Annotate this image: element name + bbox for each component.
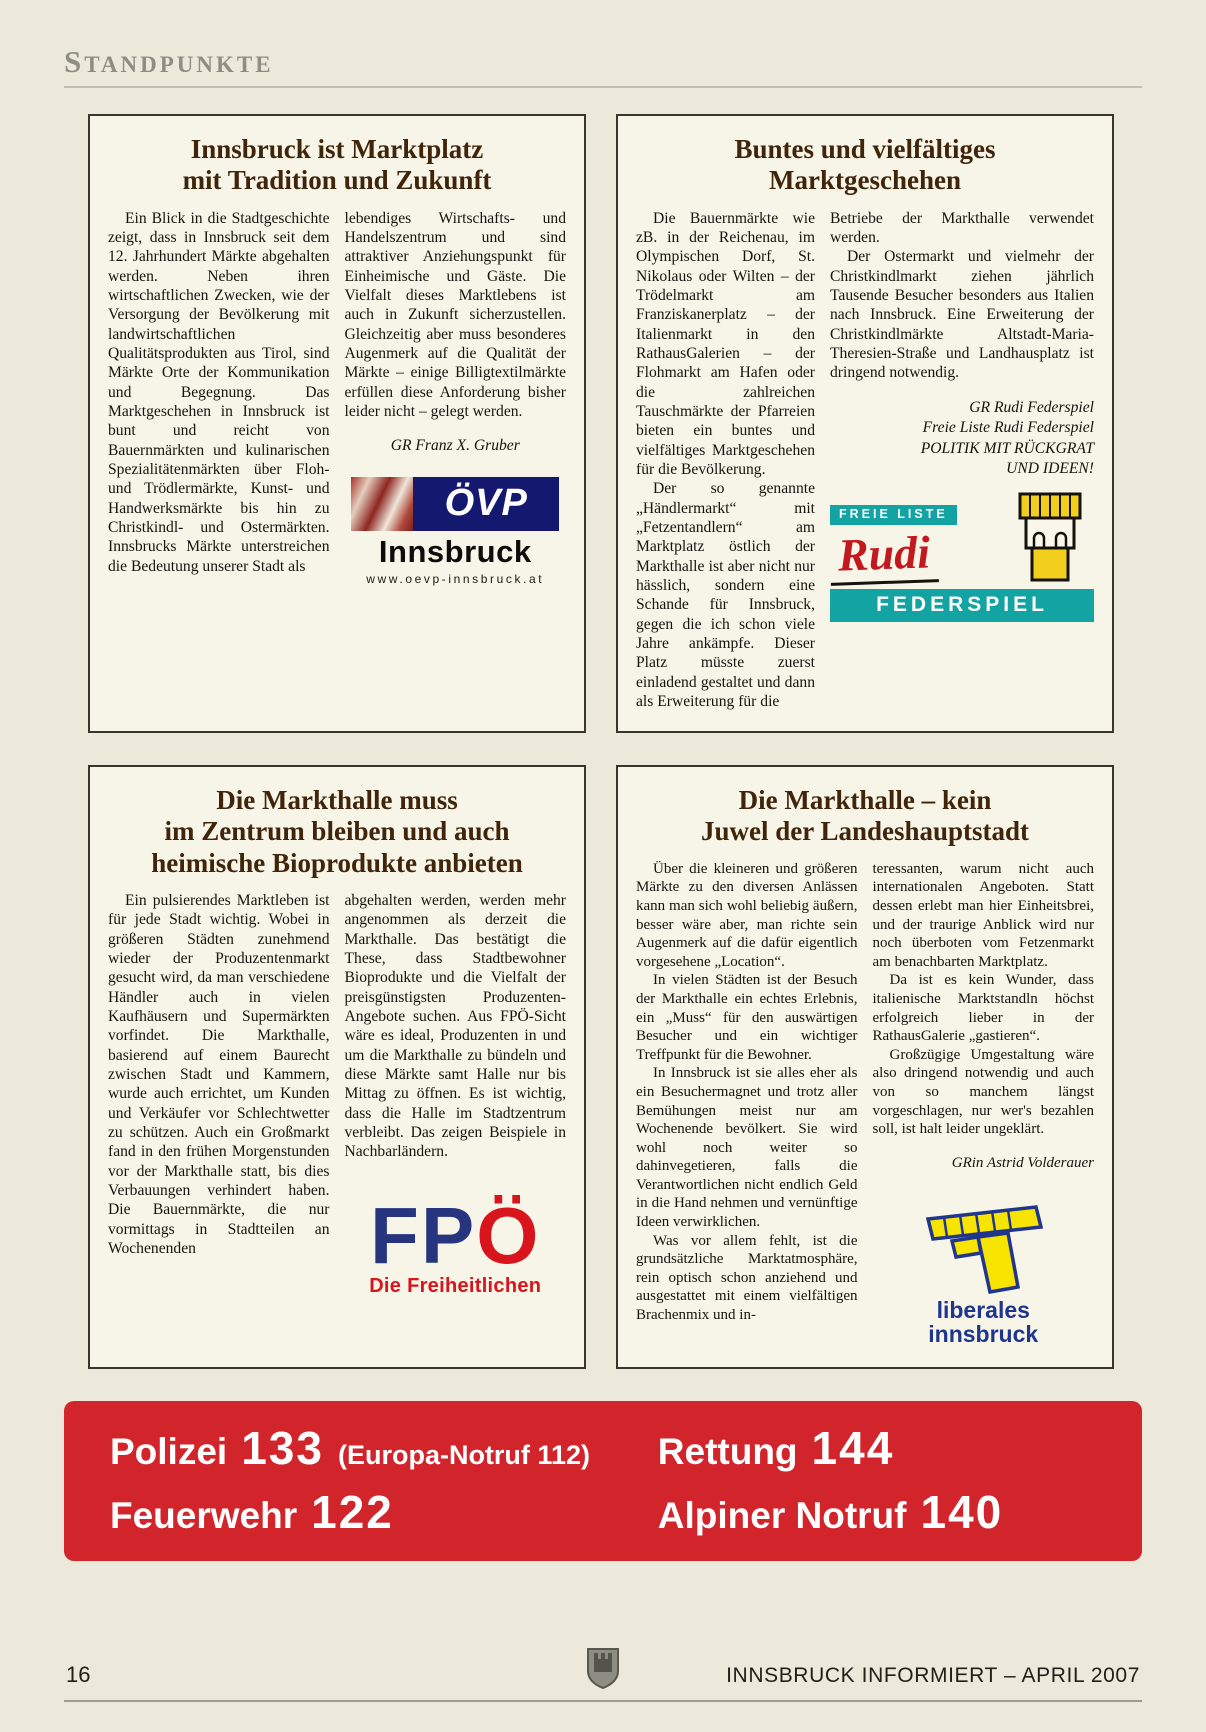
oevp-logo <box>351 477 559 587</box>
city-crest-icon <box>586 1647 620 1694</box>
paragraph: teressanten, warum nicht auch internationalen Angeboten. Statt dessen erlebt man hier Einheitsbrei, und der traurige Anblick wird nur noch überboten vom Fetzenmarkt am benachbarten Marktplatz. <box>872 860 1094 970</box>
emergency-right-column <box>658 1421 1096 1539</box>
column-paragraphs <box>345 209 567 422</box>
paragraph: Der so genannte „Händlermarkt“ mit „Fetzentandlern“ am Marktplatz östlich der Markthalle ist aber nicht nur hässlich, sondern eine Schande für Innsbruck, gegen die ich schon viele Jahre ankämpfe. Dieser Platz müsste zuerst einladend gestaltet und dann als Erweiterung für die <box>636 480 815 710</box>
paragraph: Ein Blick in die Stadtgeschichte zeigt, dass in Innsbruck seit dem 12. Jahrhundert Märkte abgehalten werden. Neben ihren wirtschaftlichen Zwecken, wie der Versorgung der Bevölkerung mit landwirtschaftlichen Qualitätsprodukten aus Tirol, sind Märkte Orte der Kommunikation und Begegnung. Das Marktgeschehen in Innsbruck ist bunt und reicht von Bauernmärkten und kulinarischen Spezialitätenmärkten über Floh- und Trödlermärkte, Kunst- und Handwerksmärkte bis hin zu Christkindl- und Ostermärkten. Innsbrucks Märkte unterstreichen die Bedeutung unserer Stadt als <box>108 209 330 575</box>
paragraph: abgehalten werden, werden mehr angenommen als derzeit die Markthalle. Das bestätigt die These, dass Stadtbewohner Bioprodukte und die Vielfalt der preisgünstigsten Produzenten-Angebote suchen. Aus FPÖ-Sicht wäre es ideal, Produzenten in und um die Markthalle zu bündeln und diese Märkte samt Halle nur bis Mittag zu öffnen. Es ist wichtig, dass die Halle im Stadtzentrum verbleibt. Das zeigen Beispiele in Nachbarländern. <box>344 892 566 1161</box>
diving-tower-icon <box>908 1195 1058 1297</box>
oevp-city-label: Innsbruck <box>378 533 532 569</box>
oevp-url: www.oevp-innsbruck.at <box>366 572 545 587</box>
page-number: 16 <box>66 1662 91 1687</box>
paragraph: Die Bauernmärkte wie zB. in der Reichenau, im Olympischen Dorf, St. Nikolaus oder Wilten – der Trödelmarkt am Franziskanerplatz – der Italienmarkt in den RathausGalerien – der Flohmarkt am Hafen oder die zahlreichen Tauschmärkte der Pfarreien bieten ein buntes und vielfältiges Marktgeschehen für die Bevölkerung. <box>636 209 815 478</box>
emergency-number: 122 <box>311 1486 394 1539</box>
article-body <box>636 209 1094 712</box>
article-markthalle-zentrum <box>88 765 586 1369</box>
paragraph: Betriebe der Markthalle verwendet werden. <box>830 209 1094 246</box>
article-column-left <box>108 891 330 1347</box>
paragraph: Marktgeschehen <box>769 165 961 196</box>
oevp-photo-strip <box>351 477 413 531</box>
signature-block <box>830 398 1094 480</box>
article-body <box>108 891 566 1347</box>
article-body <box>636 860 1094 1348</box>
signature-block <box>345 436 567 457</box>
article-column-left <box>636 209 815 712</box>
paragraph: Innsbruck ist Marktplatz <box>190 134 484 164</box>
paragraph: In vielen Städten ist der Besuch der Markthalle ein echtes Erlebnis, ein „Muss“ für den auswärtigen Besucher und ein wichtiger Treffpunkt für die Bewohner. <box>636 972 858 1063</box>
emergency-row-alpiner-notruf <box>658 1485 1096 1539</box>
emergency-row-rettung <box>658 1421 1096 1475</box>
article-title <box>640 785 1090 848</box>
article-markthalle-juwel <box>616 765 1114 1369</box>
signature-block <box>873 1154 1095 1174</box>
fpoe-subtitle: Die Freiheitlichen <box>369 1274 542 1297</box>
paragraph: Buntes und vielfältiges <box>734 134 996 164</box>
liberales-wordmark <box>877 1299 1089 1347</box>
federspiel-logo <box>830 490 1094 622</box>
articles-grid <box>88 114 1114 1369</box>
oevp-wordmark: ÖVP <box>413 477 559 531</box>
section-title: STANDPUNKTE <box>64 44 274 79</box>
article-title <box>640 134 1090 197</box>
article-title <box>112 785 562 879</box>
paragraph: lebendiges Wirtschafts- und Handelszentrum und sind attraktiver Anziehungspunkt für Einheimische und Gäste. Die Vielfalt dieses Marktlebens ist auch in Zukunft sicherzustellen. Gleichzeitig aber muss besonderes Augenmerk auf die Qualität der Märkte – einige Billigtextilmärkte erfüllen diese Anforderung bisher leider nicht – gelegt werden. <box>344 209 566 420</box>
paragraph: GRin Astrid Volderauer <box>951 1154 1094 1171</box>
paragraph: heimische Bioprodukte anbieten <box>151 847 523 878</box>
fpoe-letters-fp: FP <box>370 1190 477 1280</box>
federspiel-logo-left <box>830 505 1000 584</box>
emergency-row-polizei <box>110 1421 658 1475</box>
article-title <box>112 134 562 197</box>
paragraph: Was vor allem fehlt, ist die grundsätzliche Marktatmosphäre, rein optisch schon anziehend und ausgestattet mit einem vielfältigen Brachenmix und in- <box>636 1232 858 1324</box>
paragraph: mit Tradition und Zukunft <box>182 165 492 196</box>
column-paragraphs <box>108 209 330 576</box>
column-paragraphs <box>108 891 330 1258</box>
liberales-logo <box>877 1195 1089 1347</box>
fpoe-letter-oe: Ö <box>476 1190 541 1280</box>
paragraph: Großzügige Umgestaltung wäre also dringend notwendig und auch von so manchem längst vorgeschlagen, nur wer's bezahlen soll, ist halt leider ungeklärt. <box>872 1046 1094 1138</box>
liberales-line2: innsbruck <box>928 1321 1039 1348</box>
paragraph: Der Ostermarkt und vielmehr der Christkindlmarkt ziehen jährlich Tausende Besucher besonders aus Italien nach Innsbruck. Eine Erweiterung der Christkindlmärkte Altstadt-Maria-Theresien-Straße und Landhausplatz ist dringend notwendig. <box>830 248 1094 382</box>
oevp-logo-top <box>351 477 559 531</box>
section-header <box>64 44 1142 88</box>
paragraph: Die Markthalle muss <box>216 785 458 816</box>
fpoe-wordmark <box>345 1190 567 1280</box>
fpoe-logo <box>345 1190 567 1299</box>
emergency-suffix: (Europa-Notruf 112) <box>337 1440 590 1471</box>
paragraph: Freie Liste Rudi Federspiel <box>922 419 1094 437</box>
column-paragraphs <box>830 209 1094 383</box>
article-marktplatz-tradition <box>88 114 586 733</box>
article-body <box>108 209 566 712</box>
page-footer <box>64 1632 1142 1702</box>
article-marktgeschehen <box>616 114 1114 733</box>
paragraph: im Zentrum bleiben und auch <box>164 816 510 847</box>
emergency-banner <box>64 1401 1142 1561</box>
emergency-left-column <box>110 1421 658 1539</box>
paragraph: Da ist es kein Wunder, dass italienische Marktstandln höchst erfolgreich lieber in der RathausGalerie „gastieren“. <box>872 972 1094 1045</box>
header-divider <box>64 86 1142 88</box>
article-column-right <box>830 209 1094 712</box>
paragraph: Über die kleineren und größeren Märkte zu den diversen Anlässen kann man sich wohl beliebig äußern, besser wäre aber, man richte sein Augenmerk auf die dafür eigentlich vorgesehene „Location“. <box>636 860 858 970</box>
federspiel-label: FEDERSPIEL <box>830 589 1094 622</box>
paragraph: UND IDEEN! <box>1006 460 1094 478</box>
column-paragraphs <box>636 860 858 1325</box>
footer-magazine-title: INNSBRUCK INFORMIERT – APRIL 2007 <box>726 1664 1140 1687</box>
emergency-label: Rettung <box>657 1431 798 1473</box>
emergency-number: 140 <box>920 1486 1004 1539</box>
emergency-label: Feuerwehr <box>110 1495 298 1537</box>
paragraph: GR Rudi Federspiel <box>969 398 1094 416</box>
paragraph: GR Franz X. Gruber <box>390 437 520 455</box>
column-paragraphs <box>345 891 567 1162</box>
emergency-label: Alpiner Notruf <box>657 1495 907 1537</box>
paragraph: Ein pulsierendes Marktleben ist für jede Stadt wichtig. Wobei in größeren Städten zunehmend wieder der Produzentenmarkt gesucht wird, da man verschiedene Händler auch in vielen Kaufhäusern und Supermärkten vorfindet. Die Markthalle, basierend auf einem Baurecht zwischen Stadt und Kammern, wurde auch errichtet, um Kunden und Verkäufer vor Schlechtwetter zu schützen. Auch ein Großmarkt fand in den frühen Morgenstunden vor der Markthalle statt, bis dies Verbauungen verhindert haben. Die Bauernmärkte, die nur vormittags in Stadtteilen an Wochenenden <box>108 892 330 1257</box>
paragraph: POLITIK MIT RÜCKGRAT <box>920 439 1094 457</box>
goldenes-dachl-icon <box>1006 490 1094 584</box>
freie-liste-label: FREIE LISTE <box>830 505 957 525</box>
emergency-number: 133 <box>241 1422 324 1475</box>
emergency-number: 144 <box>811 1422 895 1475</box>
liberales-line1: liberales <box>936 1297 1030 1324</box>
article-column-left <box>108 209 330 712</box>
paragraph: Juwel der Landeshauptstadt <box>700 816 1030 847</box>
article-column-right <box>345 891 567 1347</box>
rudi-script-wordmark: Rudi <box>829 528 939 586</box>
emergency-row-feuerwehr <box>110 1485 658 1539</box>
paragraph: Die Markthalle – kein <box>738 785 992 816</box>
article-column-left <box>636 860 858 1348</box>
emergency-label: Polizei <box>110 1431 228 1473</box>
article-column-right <box>345 209 567 712</box>
paragraph: In Innsbruck ist sie alles eher als ein Besuchermagnet und trotz aller Bemühungen meist nur am Wochenende bevölkert. Sie wird wohl noch weiter so dahinvegetieren, falls die Verantwortlichen nicht endlich Geld in die Hand nehmen und vernünftige Ideen verwirklichen. <box>636 1065 858 1231</box>
column-paragraphs <box>873 860 1095 1139</box>
article-column-right <box>873 860 1095 1348</box>
column-paragraphs <box>636 209 815 712</box>
